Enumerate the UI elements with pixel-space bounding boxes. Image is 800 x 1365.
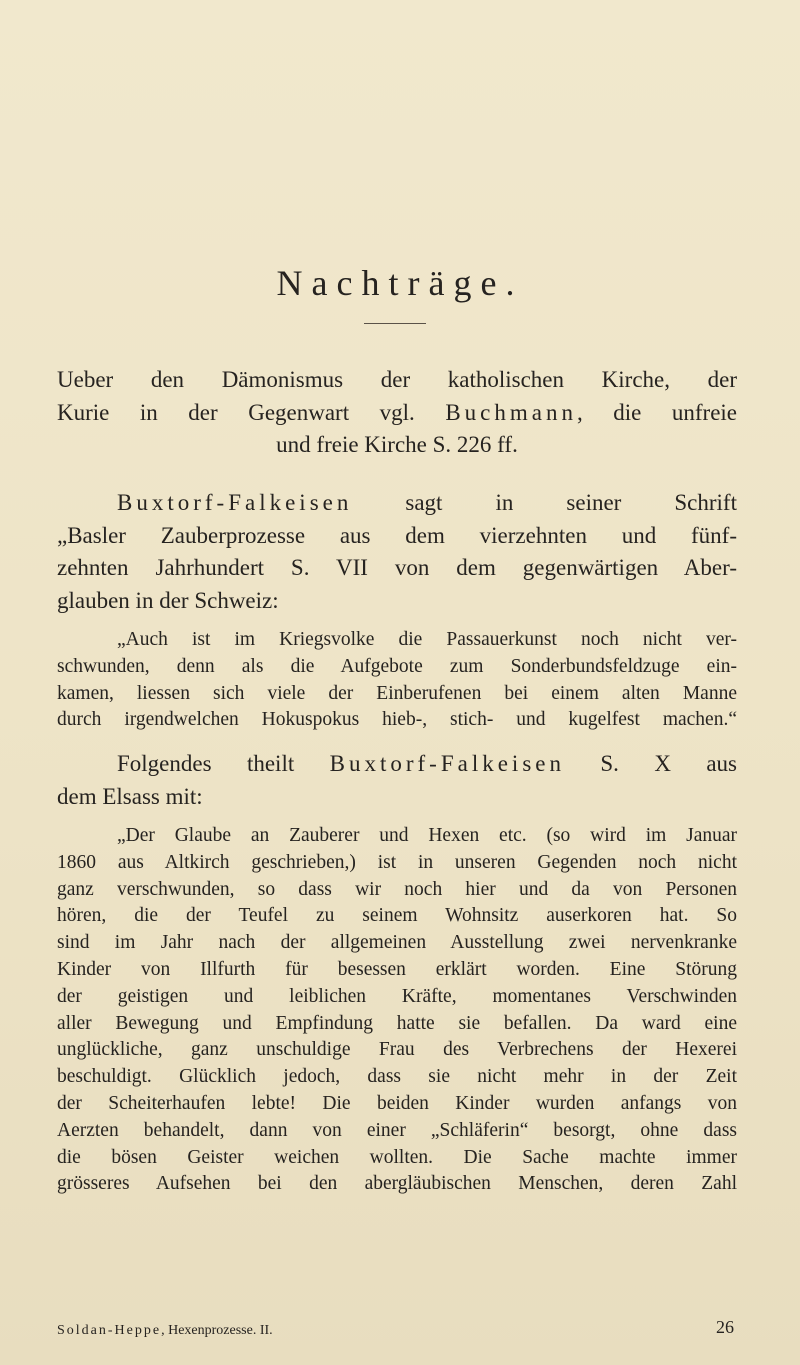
author-name: Buxtorf-Falkeisen [329, 751, 565, 776]
text-line: Kinder von Illfurth für besessen erklärt worden. Eine Störung [57, 958, 737, 980]
title-rule [364, 323, 426, 324]
text-line: grösseres Aufsehen bei den abergläubischen Menschen, deren Zahl [57, 1173, 737, 1195]
paragraph-buxtorf [57, 487, 737, 617]
quote-kriegsvolk [57, 627, 737, 734]
text-line: hören, die der Teufel zu seinem Wohnsitz auserkoren hat. So [57, 905, 737, 927]
text-line: Ueber den Dämonismus der katholischen Kirche, der [57, 367, 737, 392]
text-line: Kurie in der Gegenwart vgl. Buchmann, die unfreie [57, 399, 737, 425]
text-line: 1860 aus Altkirch geschrieben,) ist in unseren Gegenden noch nicht [57, 851, 737, 873]
footer-title: , Hexenprozesse. II. [161, 1323, 273, 1338]
paragraph-elsass [57, 748, 737, 813]
text-line: der Scheiterhaufen lebte! Die beiden Kinder wurden anfangs von [57, 1092, 737, 1114]
text-line: durch irgendwelchen Hokuspokus hieb-, stich- und kugelfest machen.“ [57, 709, 737, 731]
text-line: Buxtorf-Falkeisen sagt in seiner Schrift [117, 490, 737, 515]
text-line: die bösen Geister weichen wollten. Die Sache machte immer [57, 1146, 737, 1168]
page-title: Nachträge. [276, 263, 524, 303]
text-line: sind im Jahr nach der allgemeinen Ausstellung zwei nervenkranke [57, 932, 737, 954]
text-line: Aerzten behandelt, dann von einer „Schläferin“ besorgt, ohne dass [57, 1119, 737, 1141]
text-line: „Der Glaube an Zauberer und Hexen etc. (so wird im Januar [117, 825, 737, 846]
author-name: Buxtorf-Falkeisen [117, 490, 353, 515]
quote-illfurth [57, 823, 737, 1198]
paragraph-kurie [57, 364, 737, 462]
text-line: „Auch ist im Kriegsvolke die Passauerkunst noch nicht ver- [117, 629, 737, 650]
text-line: unglückliche, ganz unschuldige Frau des Verbrechens der Hexerei [57, 1039, 737, 1061]
text-line: dem Elsass mit: [57, 783, 203, 809]
text-line: glauben in der Schweiz: [57, 587, 279, 613]
text-line: „Basler Zauberprozesse aus dem vierzehnten und fünf- [57, 522, 737, 548]
text-line: ganz verschwunden, so dass wir noch hier und da von Personen [57, 878, 737, 900]
text-line: und freie Kirche S. 226 ff. [276, 432, 518, 457]
footer-author: Soldan-Heppe [57, 1323, 162, 1338]
text-line: zehnten Jahrhundert S. VII von dem gegenwärtigen Aber- [57, 555, 737, 580]
text-line: schwunden, denn als die Aufgebote zum Sonderbundsfeldzuge ein- [57, 655, 737, 677]
page-footer [57, 1317, 737, 1339]
text-line: beschuldigt. Glücklich jedoch, dass sie nicht mehr in der Zeit [57, 1066, 737, 1088]
text-line: Folgendes theilt Buxtorf-Falkeisen S. X aus [117, 751, 737, 776]
text-line: kamen, liessen sich viele der Einberufenen bei einem alten Manne [57, 682, 737, 704]
author-name: Buchmann [445, 399, 577, 425]
text-line: der geistigen und leiblichen Kräfte, momentanes Verschwinden [57, 985, 737, 1007]
page-number: 26 [716, 1317, 734, 1337]
text-line: aller Bewegung und Empfindung hatte sie befallen. Da ward eine [57, 1012, 737, 1034]
